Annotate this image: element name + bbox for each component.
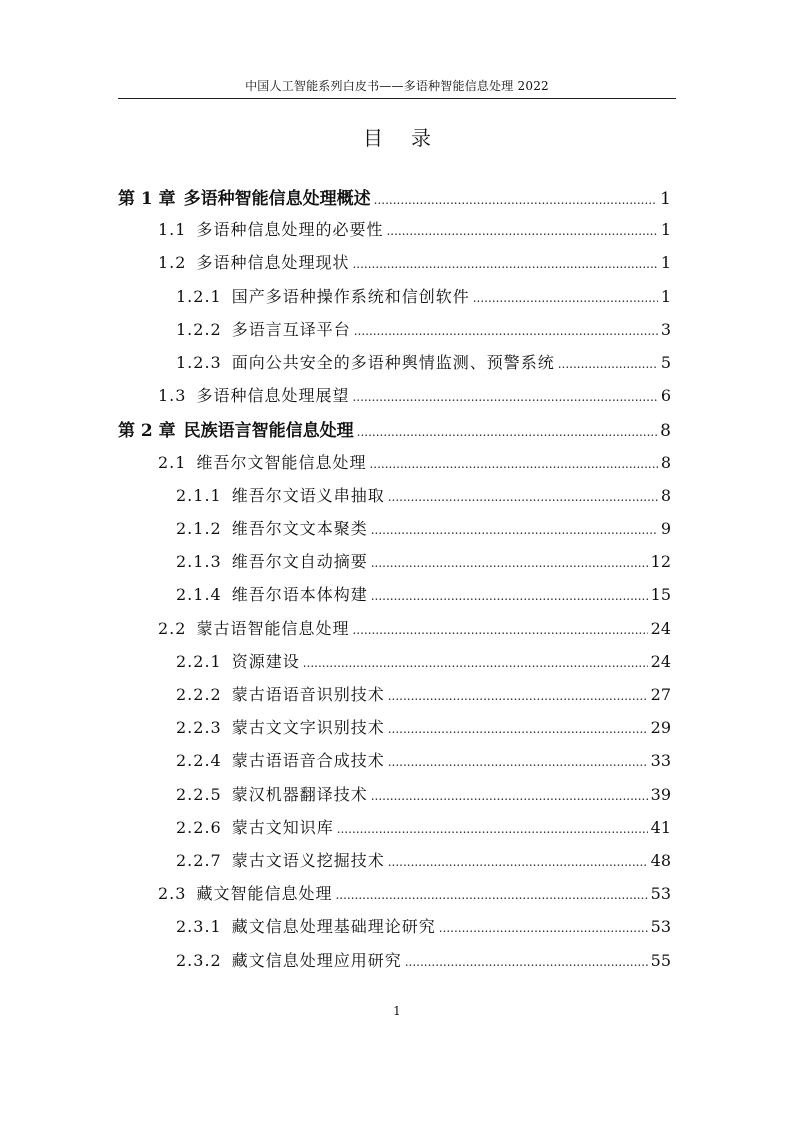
toc-entry-page: 3 — [660, 319, 671, 339]
toc-dot-leader — [369, 457, 657, 471]
toc-dot-leader — [335, 888, 647, 902]
toc-entry-page: 27 — [650, 685, 671, 704]
toc-entry-page: 41 — [650, 817, 671, 837]
toc-section-entry[interactable] — [176, 649, 671, 672]
toc-entry-page: 55 — [650, 950, 671, 970]
toc-entry-title: 维吾尔文语义串抽取 — [231, 485, 385, 505]
toc-entry-number: 2.1.1 — [176, 485, 222, 505]
header-rule — [118, 98, 676, 99]
toc-entry-page: 33 — [650, 751, 671, 771]
toc-dot-leader — [473, 291, 658, 305]
toc-entry-page: 48 — [650, 851, 671, 870]
toc-entry-page: 1 — [660, 253, 671, 273]
toc-entry-number: 2.2.7 — [176, 851, 222, 870]
toc-entry-number: 2.1.2 — [176, 519, 222, 538]
toc-dot-leader — [386, 224, 657, 238]
toc-entry-title: 藏文智能信息处理 — [196, 884, 333, 904]
toc-entry-number: 2.2.3 — [176, 718, 222, 738]
toc-section-entry[interactable] — [176, 317, 671, 340]
toc-section-entry[interactable] — [176, 516, 671, 539]
toc-section-entry[interactable] — [176, 715, 671, 738]
toc-dot-leader — [352, 257, 657, 271]
toc-entry-number: 2.3.2 — [176, 950, 222, 970]
toc-entry-number: 2.2.5 — [176, 784, 222, 804]
toc-entry-title: 蒙古语智能信息处理 — [196, 618, 350, 638]
toc-dot-leader — [303, 656, 648, 670]
toc-entry-title: 多语言互译平台 — [231, 319, 351, 339]
toc-dot-leader — [371, 523, 658, 537]
toc-entry-title: 维吾尔文文本聚类 — [231, 519, 368, 538]
toc-section-entry[interactable] — [176, 748, 671, 771]
toc-dot-leader — [371, 589, 648, 603]
toc-entry-page: 24 — [650, 618, 671, 638]
toc-entry-number: 2.2.6 — [176, 817, 222, 837]
toc-entry-number: 1.2.2 — [176, 319, 222, 339]
toc-section-entry[interactable] — [158, 450, 671, 473]
toc-section-entry[interactable] — [176, 815, 671, 838]
page-number: 1 — [393, 1004, 401, 1018]
toc-entry-page: 29 — [650, 718, 671, 738]
toc-entry-page: 8 — [660, 452, 671, 472]
toc-dot-leader — [388, 855, 648, 869]
toc-dot-leader — [439, 921, 648, 935]
toc-entry-page: 8 — [660, 421, 671, 442]
toc-entry-title: 多语种信息处理展望 — [196, 386, 350, 406]
toc-entry-title: 面向公共安全的多语种舆情监测、预警系统 — [231, 353, 555, 372]
toc-dot-leader — [352, 390, 657, 404]
toc-entry-page: 12 — [650, 552, 671, 572]
toc-entry-number: 1.1 — [158, 220, 187, 240]
toc-section-entry[interactable] — [158, 250, 671, 273]
toc-chapter-entry[interactable] — [118, 184, 671, 209]
toc-entry-number: 2.1.4 — [176, 585, 222, 605]
toc-entry-title: 蒙古文语义挖掘技术 — [231, 851, 385, 870]
toc-entry-title: 资源建设 — [231, 651, 300, 671]
toc-section-entry[interactable] — [176, 682, 671, 705]
toc-dot-leader — [337, 822, 648, 836]
toc-dot-leader — [388, 689, 648, 703]
toc-entry-page: 53 — [650, 917, 671, 937]
toc-entry-page: 39 — [650, 784, 671, 804]
toc-section-entry[interactable] — [158, 383, 671, 406]
toc-entry-number: 2.3.1 — [176, 917, 222, 937]
toc-section-entry[interactable] — [176, 483, 671, 506]
toc-entry-page: 5 — [660, 353, 671, 372]
toc-entry-number: 1.2.3 — [176, 353, 222, 372]
toc-entry-page: 6 — [660, 386, 671, 406]
toc-entry-number: 2.2.4 — [176, 751, 222, 771]
toc-entry-number: 2.3 — [158, 884, 187, 904]
toc-section-entry[interactable] — [176, 914, 671, 937]
toc-entry-title: 民族语言智能信息处理 — [183, 421, 354, 442]
toc-entry-number: 1.2 — [158, 253, 187, 273]
toc-dot-leader — [354, 324, 658, 338]
toc-entry-page: 1 — [660, 220, 671, 240]
toc-entry-number: 第 2 章 — [118, 421, 176, 442]
toc-entry-title: 蒙古文知识库 — [231, 817, 334, 837]
toc-section-entry[interactable] — [176, 350, 671, 373]
toc-entry-title: 多语种智能信息处理概述 — [183, 189, 371, 209]
toc-entry-number: 1.3 — [158, 386, 187, 406]
toc-entry-title: 维吾尔语本体构建 — [231, 585, 368, 605]
toc-dot-leader — [374, 193, 658, 207]
toc-section-entry[interactable] — [176, 582, 671, 605]
toc-section-entry[interactable] — [158, 217, 671, 240]
toc-dot-leader — [388, 722, 648, 736]
toc-dot-leader — [357, 425, 658, 439]
toc-section-entry[interactable] — [158, 881, 671, 904]
toc-entry-title: 蒙古语语音合成技术 — [231, 751, 385, 771]
toc-section-entry[interactable] — [176, 848, 671, 871]
toc-section-entry[interactable] — [176, 284, 671, 307]
toc-entry-title: 藏文信息处理基础理论研究 — [231, 917, 436, 937]
toc-entry-page: 24 — [650, 651, 671, 671]
toc-section-entry[interactable] — [158, 616, 671, 639]
toc-dot-leader — [371, 789, 648, 803]
toc-entry-title: 蒙汉机器翻译技术 — [231, 784, 368, 804]
toc-entry-page: 1 — [660, 189, 671, 209]
toc-dot-leader — [388, 490, 658, 504]
toc-entry-title: 维吾尔文自动摘要 — [231, 552, 368, 572]
toc-dot-leader — [405, 955, 648, 969]
toc-entry-title: 多语种信息处理现状 — [196, 253, 350, 273]
toc-entry-number: 2.1.3 — [176, 552, 222, 572]
toc-dot-leader — [371, 556, 648, 570]
toc-entry-page: 15 — [650, 585, 671, 605]
toc-section-entry[interactable] — [176, 549, 671, 572]
toc-section-entry[interactable] — [176, 782, 671, 805]
toc-title: 目录 — [363, 126, 459, 150]
toc-dot-leader — [558, 357, 658, 371]
toc-entry-number: 2.1 — [158, 452, 187, 472]
toc-entry-title: 国产多语种操作系统和信创软件 — [231, 286, 470, 306]
toc-dot-leader — [352, 623, 647, 637]
toc-dot-leader — [388, 755, 648, 769]
toc-entry-page: 53 — [650, 884, 671, 904]
toc-entry-title: 蒙古文文字识别技术 — [231, 718, 385, 738]
toc-section-entry[interactable] — [176, 948, 671, 971]
toc-entry-title: 藏文信息处理应用研究 — [231, 950, 402, 970]
toc-entry-page: 1 — [660, 286, 671, 306]
toc-entry-title: 多语种信息处理的必要性 — [196, 220, 384, 240]
toc-entry-page: 8 — [660, 485, 671, 505]
toc-entry-page: 9 — [660, 519, 671, 538]
toc-chapter-entry[interactable] — [118, 416, 671, 441]
toc-entry-number: 1.2.1 — [176, 286, 222, 306]
toc-entry-number: 第 1 章 — [118, 189, 176, 209]
toc-entry-number: 2.2 — [158, 618, 187, 638]
toc-entry-number: 2.2.2 — [176, 685, 222, 704]
running-header: 中国人工智能系列白皮书——多语种智能信息处理 2022 — [245, 79, 549, 93]
toc-entry-title: 维吾尔文智能信息处理 — [196, 452, 367, 472]
toc-entry-title: 蒙古语语音识别技术 — [231, 685, 385, 704]
toc-entry-number: 2.2.1 — [176, 651, 222, 671]
